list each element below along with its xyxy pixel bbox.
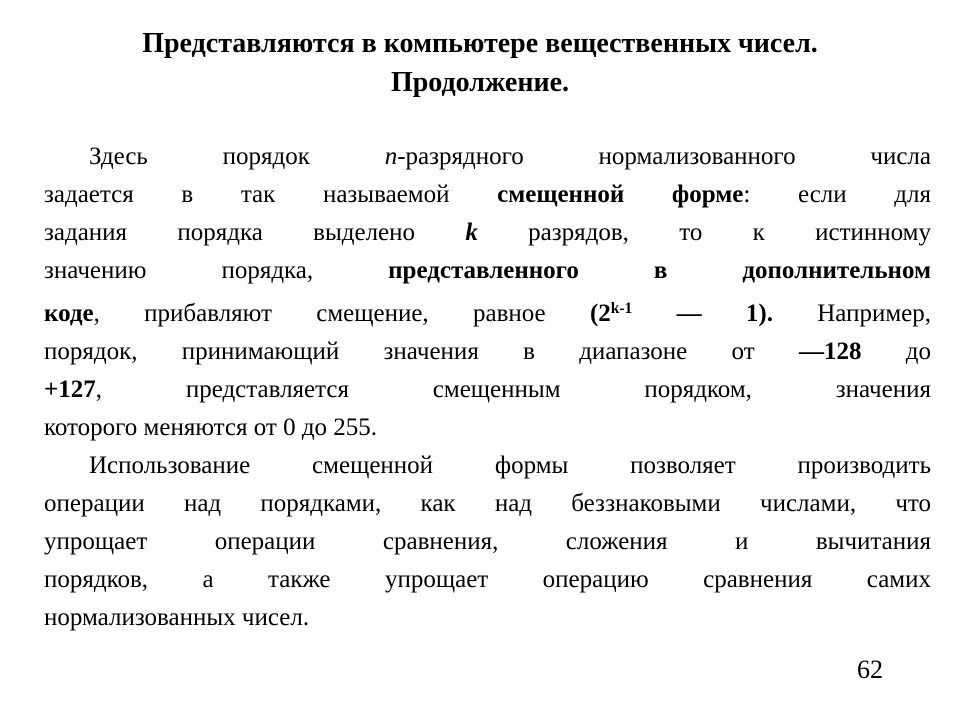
text-segment: — 1). [632,299,773,327]
text-line [44,176,931,214]
text-segment: упрощает операции сравнения, сложения и вычитания [44,527,931,555]
text-segment: , представляется смещенным порядком, значения [95,375,931,403]
text-segment: k-1 [610,300,633,317]
text-segment: разрядов, то к истинному [477,219,931,246]
text-segment: (2 [589,299,611,327]
text-segment: смещенной форме [497,181,744,208]
text-line [44,138,931,176]
text-line [44,599,931,637]
text-line [44,523,931,561]
text-line [44,290,931,333]
text-segment: порядков, а также упрощает операцию сравнения самих [44,565,931,593]
text-line [44,447,931,485]
text-segment: которого меняются от 0 до 255. [44,413,378,441]
text-segment: коде [44,299,94,327]
text-segment: , прибавляют смещение, равное [93,299,590,327]
paragraph [44,447,931,637]
text-segment: операции над порядками, как над беззнаковыми числами, что [44,489,931,517]
slide-title [40,24,920,102]
slide-title-line-2: Продолжение. [390,67,570,98]
text-segment: n [384,143,398,170]
text-line [44,371,931,409]
text-line [44,485,931,523]
slide-body [44,138,931,637]
text-segment: -разрядного нормализованного числа [397,143,931,170]
text-segment: задается в так называемой [44,181,498,208]
text-segment: нормализованных чисел. [44,603,310,631]
text-line [44,252,931,290]
text-line [44,214,931,252]
text-segment: : если для [743,181,931,208]
slide-title-line-1: Представляются в компьютере вещественных чисел. [142,28,818,59]
text-segment: до [861,337,931,365]
text-segment: задания порядка выделено [44,219,466,246]
text-segment: представленного в дополнительном [388,257,932,284]
text-segment: Например, [772,299,931,327]
text-line [44,409,931,447]
text-segment: +127 [44,375,96,403]
text-segment: —128 [798,337,862,365]
page-number: 62 [857,655,883,684]
text-segment: Использование смещенной формы позволяет производить [89,451,931,479]
text-line [44,561,931,599]
text-line [44,333,931,371]
text-segment: Здесь порядок [89,143,385,170]
paragraph [44,138,931,447]
text-segment: значению порядка, [44,257,389,284]
text-segment: k [465,219,478,246]
text-segment: порядок, принимающий значения в диапазоне от [44,337,799,365]
